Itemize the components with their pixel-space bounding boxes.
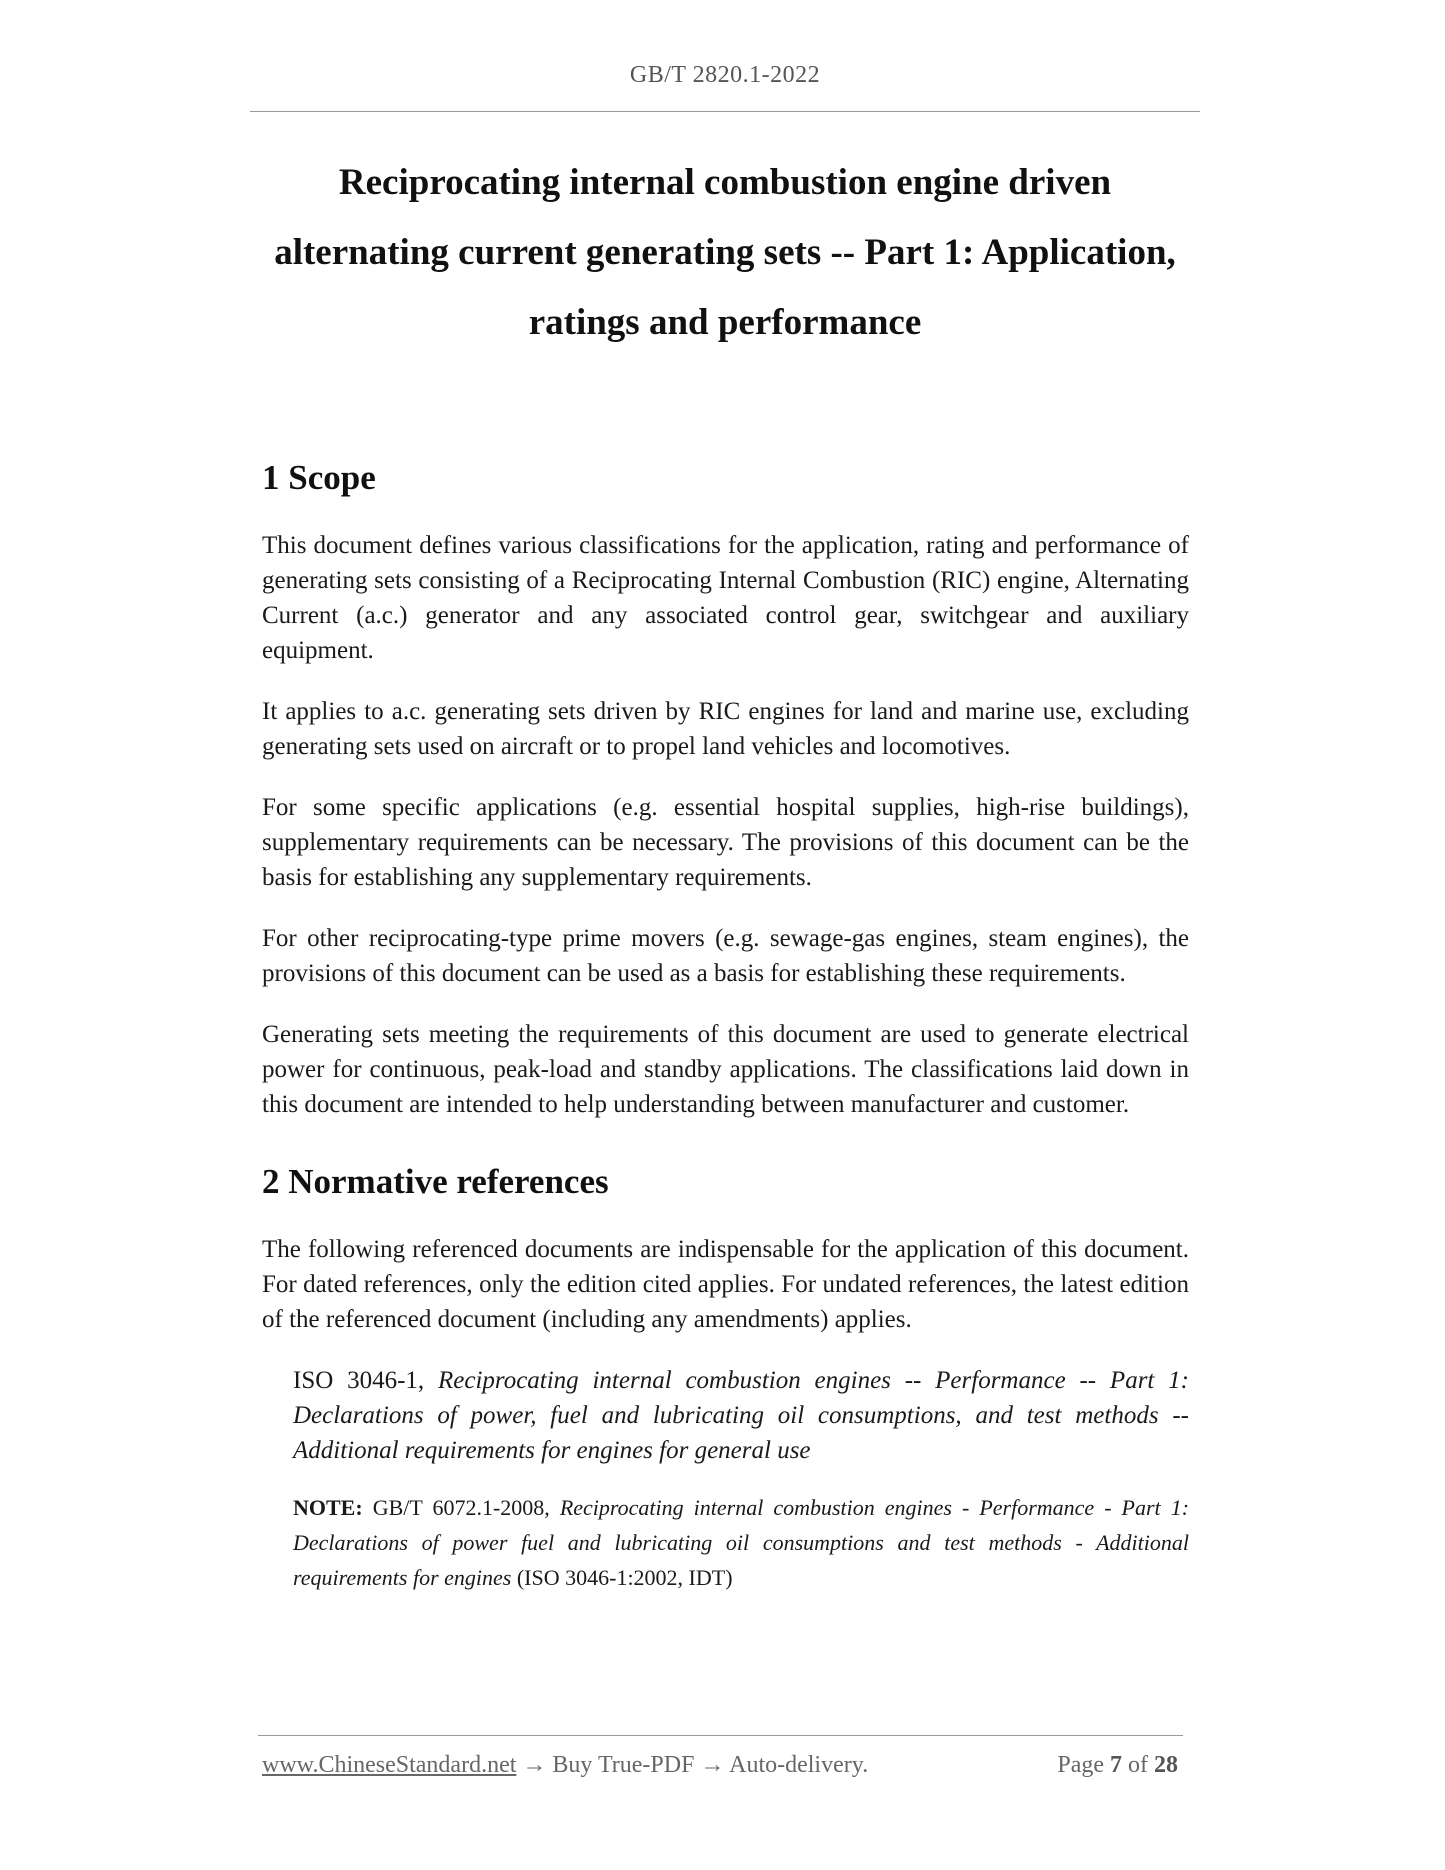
scope-paragraph-4: For other reciprocating-type prime movers (e.g. sewage-gas engines, steam engines), the provisions of this document can be used as a basis for establishing these requirements. xyxy=(262,925,1189,987)
note-label: NOTE: xyxy=(293,1495,363,1520)
section-heading-normative-references: 2 Normative references xyxy=(262,1162,609,1201)
document-title: Reciprocating internal combustion engine driven alternating current generating sets -- Part 1: Application, ratings and performance xyxy=(274,162,1176,343)
reference-code: ISO 3046-1, xyxy=(293,1367,425,1394)
document-body xyxy=(262,458,1189,1595)
page-number xyxy=(1057,1752,1178,1779)
page-total: 28 xyxy=(1154,1752,1178,1778)
normative-references-paragraph: The following referenced documents are indispensable for the application of this document. For dated references, only the edition cited applies. For undated references, the latest edition of the referenced document (including any amendments) applies. xyxy=(262,1236,1189,1333)
note-code: GB/T 6072.1-2008, xyxy=(372,1495,550,1520)
note-title: Reciprocating internal combustion engines - Performance - Part 1: Declarations of power fuel and lubricating oil consumptions and test methods - Additional requirements for engines xyxy=(293,1495,1190,1590)
section-heading-scope: 1 Scope xyxy=(262,458,376,497)
header-divider xyxy=(250,111,1200,112)
reference-entry xyxy=(293,1363,1189,1468)
scope-paragraph-1: This document defines various classifications for the application, rating and performance of generating sets consisting of a Reciprocating Internal Combustion (RIC) engine, Alternating Current (a.c.) generator and any associated control gear, switchgear and auxiliary equipment. xyxy=(262,532,1189,664)
page-of-label: of xyxy=(1128,1752,1148,1778)
scope-paragraph-3: For some specific applications (e.g. essential hospital supplies, high-rise buildings), supplementary requirements can be necessary. The provisions of this document can be the basis for establishing any supplementary requirements. xyxy=(262,794,1189,891)
scope-paragraph-2: It applies to a.c. generating sets driven by RIC engines for land and marine use, excluding generating sets used on aircraft or to propel land vehicles and locomotives. xyxy=(262,698,1189,760)
footer-promo-text: → Buy True-PDF → Auto-delivery. xyxy=(522,1752,869,1778)
footer-divider xyxy=(258,1735,1183,1736)
footer-promo xyxy=(262,1752,868,1779)
page-current: 7 xyxy=(1110,1752,1122,1778)
note-suffix: (ISO 3046-1:2002, IDT) xyxy=(516,1565,733,1590)
scope-paragraph-5: Generating sets meeting the requirements of this document are used to generate electrical power for continuous, peak-load and standby applications. The classifications laid down in this document are intended to help understanding between manufacturer and customer. xyxy=(262,1021,1189,1118)
page-label: Page xyxy=(1057,1752,1104,1778)
running-header: GB/T 2820.1-2022 xyxy=(629,62,821,88)
reference-note xyxy=(293,1490,1189,1595)
reference-title: Reciprocating internal combustion engines -- Performance -- Part 1: Declarations of power, fuel and lubricating oil consumptions, and test methods -- Additional requirements for engines for general use xyxy=(293,1367,1190,1464)
website-link[interactable]: www.ChineseStandard.net xyxy=(262,1752,517,1778)
